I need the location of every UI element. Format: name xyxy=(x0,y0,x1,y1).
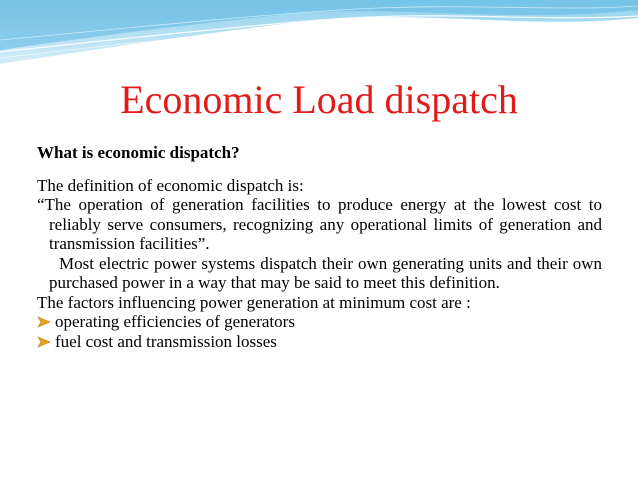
bullet-text: fuel cost and transmission losses xyxy=(55,331,277,351)
definition-quote: “The operation of generation facilities to produce energy at the lowest cost to reliably serve consumers, recognizing any operational limits of generation and transmission facilities”. xyxy=(37,195,602,253)
decorative-wave-band xyxy=(0,0,638,70)
bullet-item xyxy=(37,312,602,332)
slide-body xyxy=(37,143,602,351)
slide-title: Economic Load dispatch xyxy=(120,77,518,122)
subheading: What is economic dispatch? xyxy=(37,143,240,162)
arrow-bullet-icon xyxy=(37,316,51,328)
intro-text: The definition of economic dispatch is: xyxy=(37,175,304,195)
factors-intro: The factors influencing power generation at minimum cost are : xyxy=(37,292,471,312)
arrow-bullet-icon xyxy=(37,336,51,348)
bullet-item xyxy=(37,332,602,352)
bullet-text: operating efficiencies of generators xyxy=(55,312,295,331)
paragraph-text: Most electric power systems dispatch their own generating units and their own purchased power in a way that may be said to meet this definition. xyxy=(49,253,602,292)
